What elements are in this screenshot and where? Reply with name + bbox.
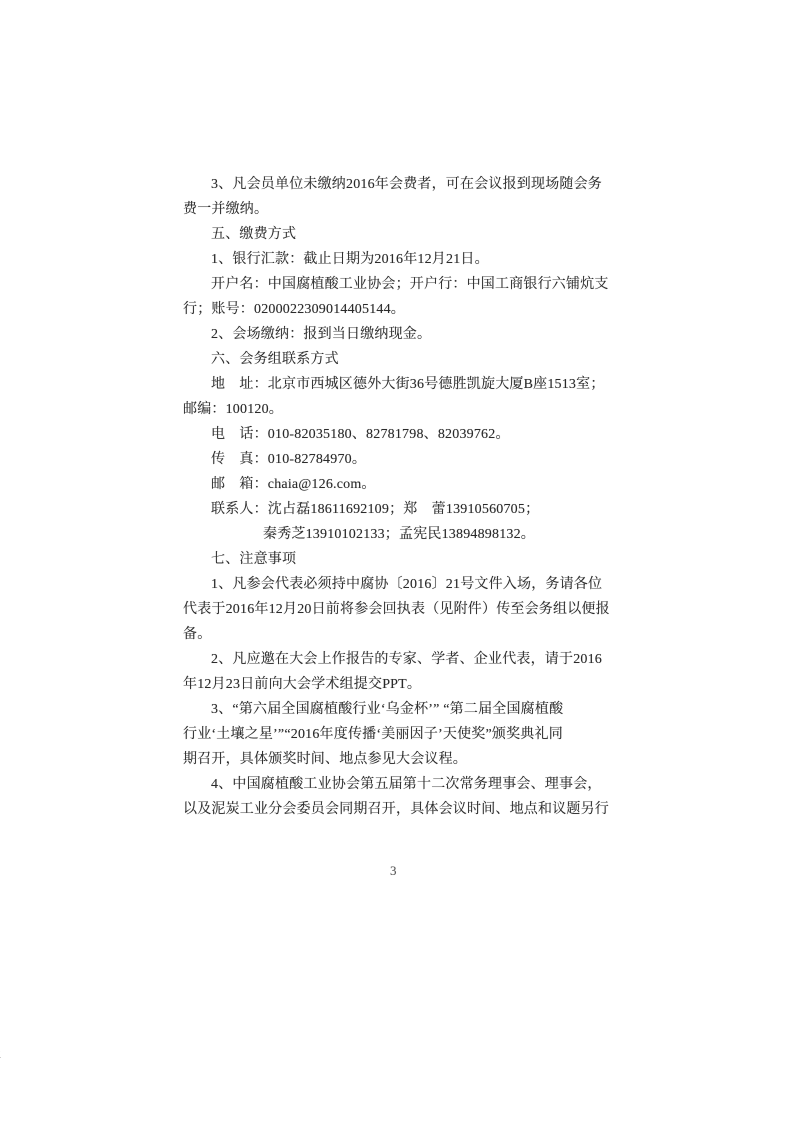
text-line: 地 址：北京市西城区德外大街36号德胜凯旋大厦B座1513室； <box>211 377 605 392</box>
text-line: 传 真：010-82784970。 <box>211 452 367 467</box>
text-line: 七、注意事项 <box>211 552 297 567</box>
text-line: 4、中国腐植酸工业协会第五届第十二次常务理事会、理事会， <box>211 777 602 792</box>
document-text <box>183 172 623 822</box>
edge-page-mark <box>0 1046 1 1064</box>
text-line: 开户名：中国腐植酸工业协会；开户行：中国工商银行六铺炕支 <box>211 277 609 292</box>
text-line: 1、银行汇款：截止日期为2016年12月21日。 <box>211 252 489 267</box>
text-line: 2、凡应邀在大会上作报告的专家、学者、企业代表，请于2016 <box>211 652 602 667</box>
text-line: 代表于2016年12月20日前将参会回执表（见附件）传至会务组以便报 <box>183 602 610 617</box>
text-line: 邮 箱：chaia@126.com。 <box>211 477 376 492</box>
text-line: 电 话：010-82035180、82781798、82039762。 <box>211 427 510 442</box>
text-line: 联系人：沈占磊18611692109；郑 蕾13910560705； <box>211 502 540 517</box>
text-line: 行业‘土壤之星’”“2016年度传播‘美丽因子’天使奖”颁奖典礼同 <box>183 727 563 742</box>
text-line: 3、凡会员单位未缴纳2016年会费者，可在会议报到现场随会务 <box>211 177 602 192</box>
text-line: 期召开，具体颁奖时间、地点参见大会议程。 <box>183 752 467 767</box>
text-line: 以及泥炭工业分会委员会同期召开，具体会议时间、地点和议题另行 <box>183 802 609 817</box>
text-line: 费一并缴纳。 <box>183 202 269 217</box>
text-line: 2、会场缴纳：报到当日缴纳现金。 <box>211 327 432 342</box>
text-line: 五、缴费方式 <box>211 227 297 242</box>
text-line: 年12月23日前向大会学术组提交PPT。 <box>183 677 422 692</box>
text-line: 3、“第六届全国腐植酸行业‘乌金杯’” “第二届全国腐植酸 <box>211 702 564 717</box>
text-line: 邮编：100120。 <box>183 402 283 417</box>
text-line: 秦秀芝13910102133；孟宪民13894898132。 <box>263 527 535 542</box>
page-number: 3 <box>390 863 397 878</box>
text-line: 六、会务组联系方式 <box>211 352 339 367</box>
text-line: 行；账号：0200022309014405144。 <box>183 302 405 317</box>
text-line: 1、凡参会代表必须持中腐协〔2016〕21号文件入场，务请各位 <box>211 577 603 592</box>
text-line: 备。 <box>183 627 212 642</box>
